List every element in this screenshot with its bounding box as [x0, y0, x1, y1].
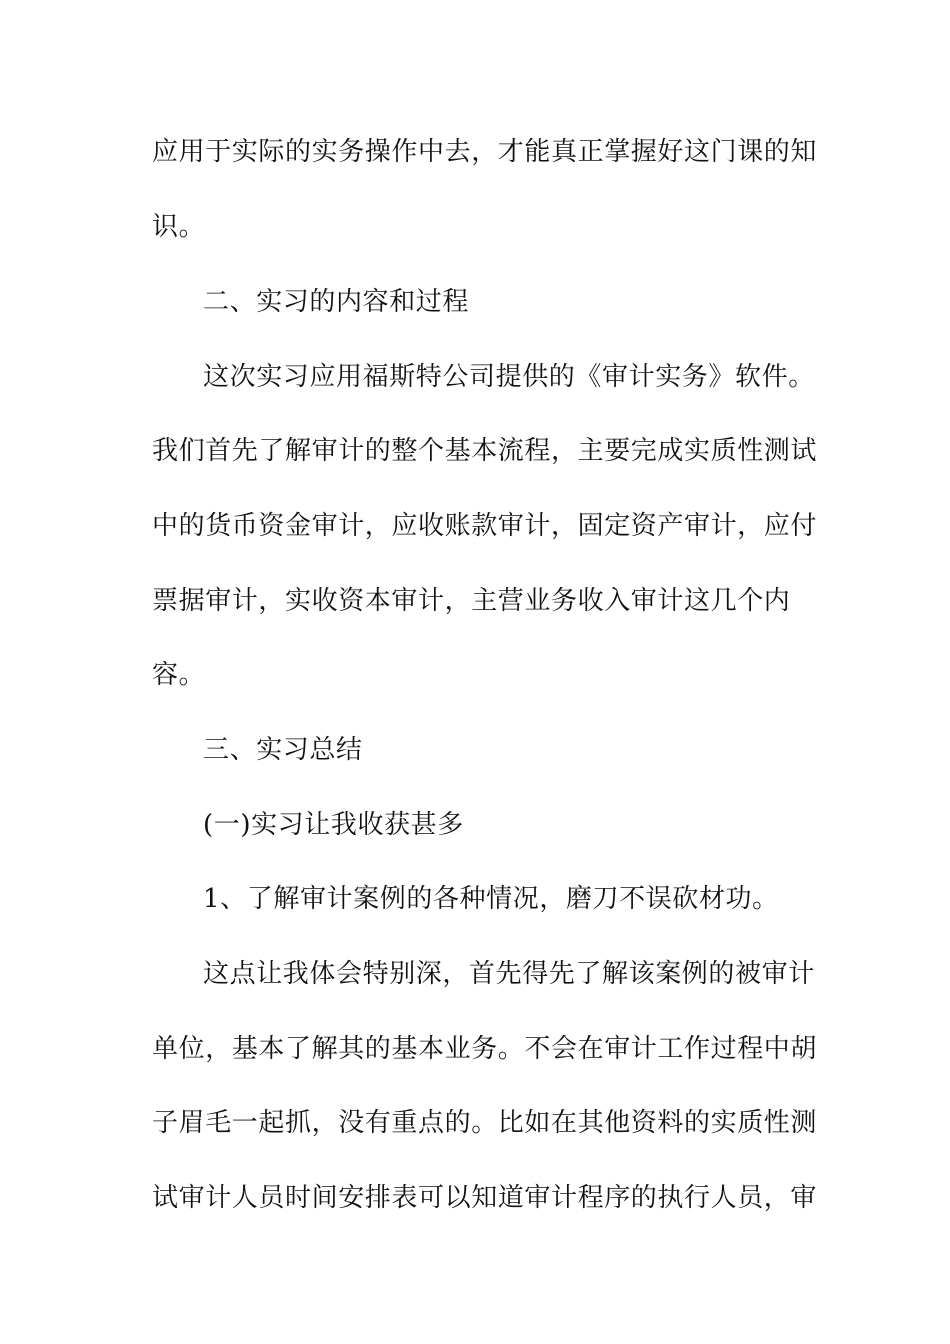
body-text-line: 应用于实际的实务操作中去，才能真正掌握好这门课的知 [152, 137, 818, 167]
body-text-line: 容。 [152, 660, 206, 690]
section-heading: 二、实习的内容和过程 [203, 287, 470, 317]
body-text-line: 我们首先了解审计的整个基本流程，主要完成实质性测试 [152, 436, 818, 466]
section-heading: 三、实习总结 [203, 735, 363, 765]
list-item-heading: 1、了解审计案例的各种情况，磨刀不误砍材功。 [203, 884, 779, 914]
subsection-heading: (一)实习让我收获甚多 [203, 810, 464, 840]
body-text-line: 中的货币资金审计，应收账款审计，固定资产审计，应付 [152, 511, 818, 541]
body-text-line: 单位，基本了解其的基本业务。不会在审计工作过程中胡 [152, 1034, 818, 1064]
body-text-line: 试审计人员时间安排表可以知道审计程序的执行人员，审 [152, 1183, 818, 1213]
body-text-line: 子眉毛一起抓，没有重点的。比如在其他资料的实质性测 [152, 1108, 818, 1138]
body-text-line: 票据审计，实收资本审计，主营业务收入审计这几个内 [152, 586, 791, 616]
body-text-line: 这点让我体会特别深，首先得先了解该案例的被审计 [203, 959, 815, 989]
body-text-line: 这次实习应用福斯特公司提供的《审计实务》软件。 [203, 362, 815, 392]
body-text-line: 识。 [152, 212, 206, 242]
